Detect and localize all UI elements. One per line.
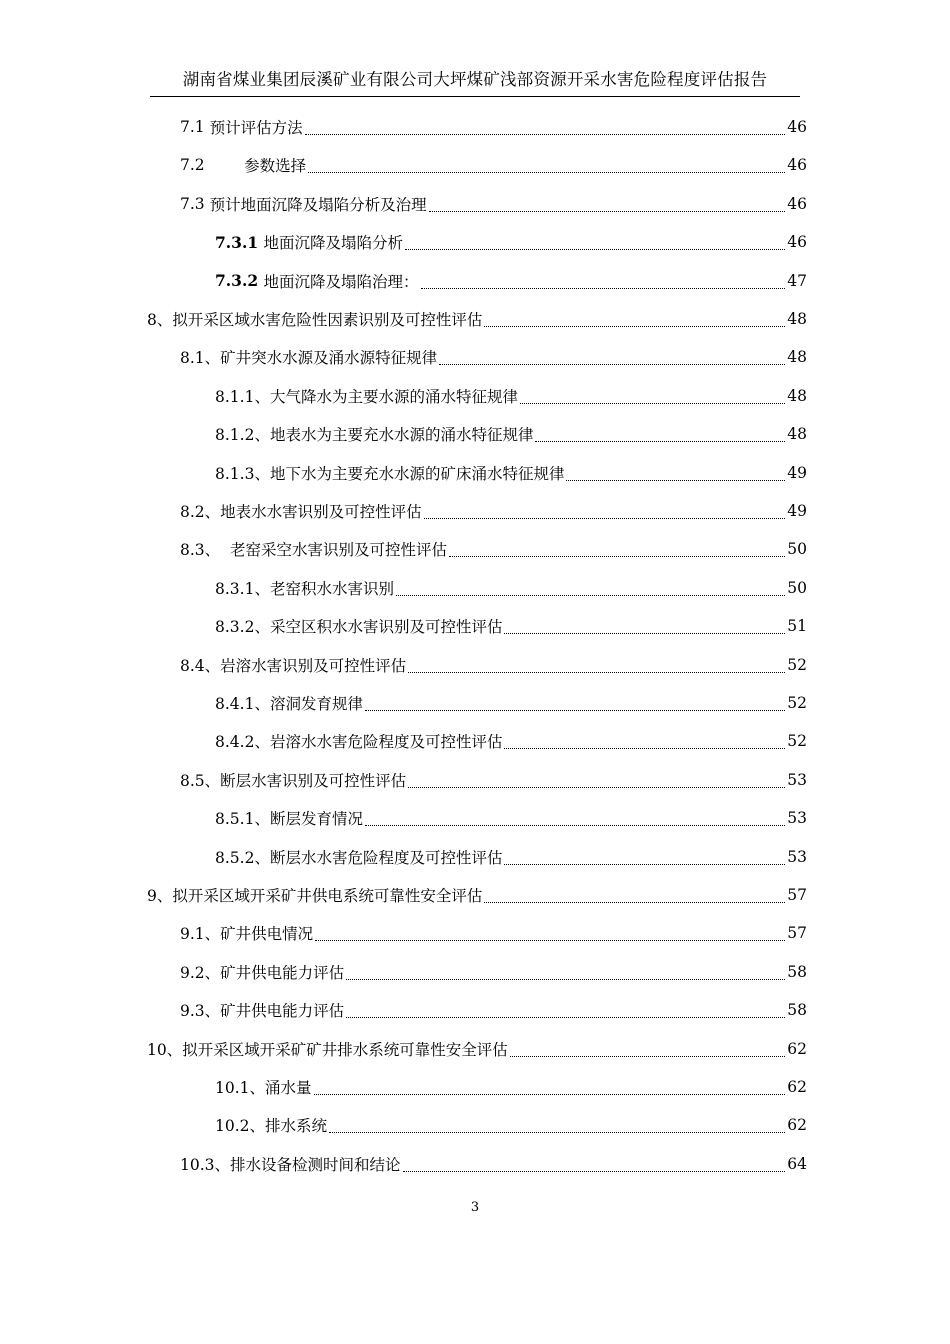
toc-entry-number: 8.1、 (180, 349, 221, 368)
toc-entry-page: 58 (787, 962, 807, 981)
toc-entry-number: 7.3.2 (215, 271, 264, 291)
toc-entry-page: 46 (787, 156, 807, 175)
toc-entry-title: 地表水水害识别及可控性评估 (220, 503, 422, 521)
toc-dot-leader (429, 211, 786, 212)
toc-entry-title: 拟开采区域水害危险性因素识别及可控性评估 (172, 311, 483, 329)
toc-entry-title: 大气降水为主要水源的涌水特征规律 (269, 387, 518, 406)
toc-entry[interactable] (180, 1145, 807, 1183)
toc-entry-title: 矿井突水水源及涌水源特征规律 (220, 349, 438, 368)
toc-dot-leader (408, 672, 785, 673)
toc-dot-leader (365, 710, 785, 711)
toc-entry[interactable] (180, 530, 807, 568)
toc-entry-page: 64 (787, 1154, 807, 1173)
toc-entry[interactable] (215, 799, 807, 837)
toc-entry-number: 10.3、 (180, 1155, 231, 1174)
toc-entry-title: 岩溶水害识别及可控性评估 (220, 656, 407, 675)
toc-entry-title: 地面沉降及塌陷分析 (263, 234, 404, 253)
toc-entry-title: 岩溶水水害危险程度及可控性评估 (269, 733, 503, 752)
toc-entry[interactable] (215, 1068, 807, 1106)
toc-entry-title: 断层发育情况 (269, 810, 363, 829)
toc-entry[interactable] (180, 108, 807, 146)
toc-entry-number: 8.4、 (180, 656, 221, 675)
toc-entry[interactable] (180, 914, 807, 952)
toc-entry-page: 53 (787, 847, 807, 866)
toc-entry-page: 46 (787, 233, 807, 252)
toc-entry-number: 10.2、 (215, 1117, 266, 1136)
toc-entry[interactable] (215, 223, 807, 261)
toc-entry[interactable] (180, 492, 807, 530)
toc-dot-leader (305, 134, 786, 135)
toc-dot-leader (510, 1056, 786, 1057)
toc-entry-title: 参数选择 (244, 157, 307, 176)
toc-dot-leader (439, 364, 785, 365)
toc-entry-number: 7.3.1 (215, 232, 264, 252)
toc-dot-leader (329, 1132, 785, 1133)
toc-entry-page: 51 (787, 617, 807, 636)
toc-entry-page: 47 (787, 271, 807, 290)
toc-entry-title: 老窑积水水害识别 (269, 579, 394, 598)
toc-dot-leader (421, 288, 786, 289)
toc-entry-page: 53 (787, 809, 807, 828)
toc-entry[interactable] (180, 761, 807, 799)
toc-entry-title: 地面沉降及塌陷治理： (263, 272, 419, 291)
toc-entry-number: 9.3、 (180, 1002, 221, 1021)
toc-entry-number: 8.3.1、 (215, 579, 270, 598)
toc-entry-page: 49 (787, 502, 807, 520)
toc-entry-number: 9、 (147, 887, 173, 905)
toc-entry[interactable] (147, 876, 807, 914)
toc-entry[interactable] (180, 185, 807, 223)
toc-entry-page: 48 (787, 386, 807, 405)
toc-entry[interactable] (215, 607, 807, 645)
toc-entry-number: 8.1.3、 (215, 464, 270, 483)
toc-entry[interactable] (180, 338, 807, 376)
toc-entry-title: 矿井供电情况 (220, 925, 314, 944)
toc-entry-title: 预计地面沉降及塌陷分析及治理 (209, 195, 427, 214)
toc-entry-title: 断层水害识别及可控性评估 (220, 771, 407, 790)
toc-entry-number: 7.1 (180, 118, 210, 136)
toc-entry-page: 48 (787, 425, 807, 444)
toc-entry[interactable] (215, 1106, 807, 1144)
toc-entry-title: 矿井供电能力评估 (220, 963, 345, 982)
toc-entry-number: 8.4.1、 (215, 695, 270, 713)
toc-entry-page: 57 (787, 886, 807, 904)
toc-entry-title: 地表水为主要充水水源的涌水特征规律 (269, 426, 534, 445)
toc-entry-title: 溶洞发育规律 (269, 695, 363, 713)
toc-entry-page: 62 (787, 1078, 807, 1096)
toc-entry-number: 9.2、 (180, 963, 221, 982)
toc-entry[interactable] (215, 838, 807, 876)
toc-entry-title: 矿井供电能力评估 (220, 1002, 345, 1021)
toc-entry[interactable] (215, 377, 807, 415)
toc-entry-number: 8.1.1、 (215, 387, 270, 406)
toc-entry-number: 8.3、 (180, 541, 231, 560)
toc-dot-leader (408, 787, 785, 788)
toc-dot-leader (535, 441, 785, 442)
toc-dot-leader (315, 940, 785, 941)
toc-entry-title: 拟开采区域开采矿井供电系统可靠性安全评估 (172, 887, 483, 905)
toc-dot-leader (520, 403, 785, 404)
toc-dot-leader (484, 326, 785, 327)
page-header-title: 湖南省煤业集团辰溪矿业有限公司大坪煤矿浅部资源开采水害危险程度评估报告 (182, 70, 768, 89)
toc-entry-title: 涌水量 (265, 1079, 312, 1097)
toc-entry-number: 8.4.2、 (215, 733, 270, 752)
toc-entry-title: 排水设备检测时间和结论 (230, 1155, 401, 1174)
toc-entry-number: 8、 (147, 311, 173, 329)
toc-entry-page: 53 (787, 770, 807, 789)
toc-entry[interactable] (215, 262, 807, 300)
toc-entry-title: 采空区积水水害识别及可控性评估 (269, 618, 503, 637)
toc-dot-leader (396, 595, 785, 596)
toc-entry-page: 46 (787, 194, 807, 213)
toc-entry-page: 48 (787, 310, 807, 328)
toc-dot-leader (405, 249, 785, 250)
toc-entry-number: 10.1、 (215, 1079, 266, 1097)
toc-entry-title: 排水系统 (265, 1117, 328, 1136)
toc-entry-title: 老窑采空水害识别及可控性评估 (230, 541, 448, 560)
toc-entry[interactable] (147, 1030, 807, 1068)
toc-entry-title: 断层水水害危险程度及可控性评估 (269, 848, 503, 867)
toc-entry[interactable] (215, 684, 807, 722)
toc-entry-page: 49 (787, 463, 807, 482)
toc-dot-leader (403, 1171, 786, 1172)
toc-dot-leader (346, 979, 785, 980)
toc-entry-page: 52 (787, 655, 807, 674)
toc-dot-leader (424, 518, 786, 519)
toc-dot-leader (484, 902, 785, 903)
header-rule (150, 96, 800, 97)
toc-entry-page: 50 (787, 578, 807, 597)
toc-dot-leader (566, 480, 785, 481)
toc-entry-number: 8.1.2、 (215, 426, 270, 445)
toc-dot-leader (504, 748, 785, 749)
toc-entry[interactable] (215, 415, 807, 453)
toc-dot-leader (314, 1094, 786, 1095)
toc-dot-leader (346, 1017, 785, 1018)
toc-entry-title: 拟开采区域开采矿矿井排水系统可靠性安全评估 (182, 1040, 508, 1059)
toc-entry-number: 8.5.1、 (215, 810, 270, 829)
toc-dot-leader (308, 172, 785, 173)
toc-entry-page: 52 (787, 732, 807, 751)
toc-entry-number: 9.1、 (180, 925, 221, 944)
toc-dot-leader (504, 633, 785, 634)
toc-entry-title: 地下水为主要充水水源的矿床涌水特征规律 (269, 464, 565, 483)
toc-entry[interactable] (215, 569, 807, 607)
toc-entry[interactable] (215, 722, 807, 760)
toc-entry-page: 48 (787, 348, 807, 367)
toc-entry-page: 52 (787, 694, 807, 712)
toc-entry[interactable] (215, 454, 807, 492)
toc-dot-leader (449, 556, 785, 557)
toc-entry[interactable] (147, 300, 807, 338)
toc-entry-title: 预计评估方法 (209, 119, 303, 137)
toc-entry-page: 46 (787, 118, 807, 136)
toc-entry[interactable] (180, 146, 807, 184)
toc-entry-number: 8.5、 (180, 771, 221, 790)
toc-entry-number: 8.5.2、 (215, 848, 270, 867)
toc-dot-leader (504, 864, 785, 865)
toc-entry-page: 50 (787, 540, 807, 559)
toc-entry[interactable] (180, 953, 807, 991)
toc-entry-page: 62 (787, 1039, 807, 1058)
toc-entry-number: 8.3.2、 (215, 618, 270, 637)
toc-entry-page: 57 (787, 924, 807, 943)
toc-dot-leader (365, 825, 785, 826)
toc-entry-number: 7.2 (180, 156, 245, 175)
toc-entry-page: 62 (787, 1116, 807, 1135)
toc-entry-number: 8.2、 (180, 503, 221, 521)
toc-entry[interactable] (180, 991, 807, 1029)
toc-entry-page: 58 (787, 1001, 807, 1020)
toc-entry-number: 7.3 (180, 194, 210, 213)
toc-entry-number: 10、 (147, 1040, 183, 1059)
toc-entry[interactable] (180, 646, 807, 684)
page-number: 3 (470, 1200, 480, 1215)
